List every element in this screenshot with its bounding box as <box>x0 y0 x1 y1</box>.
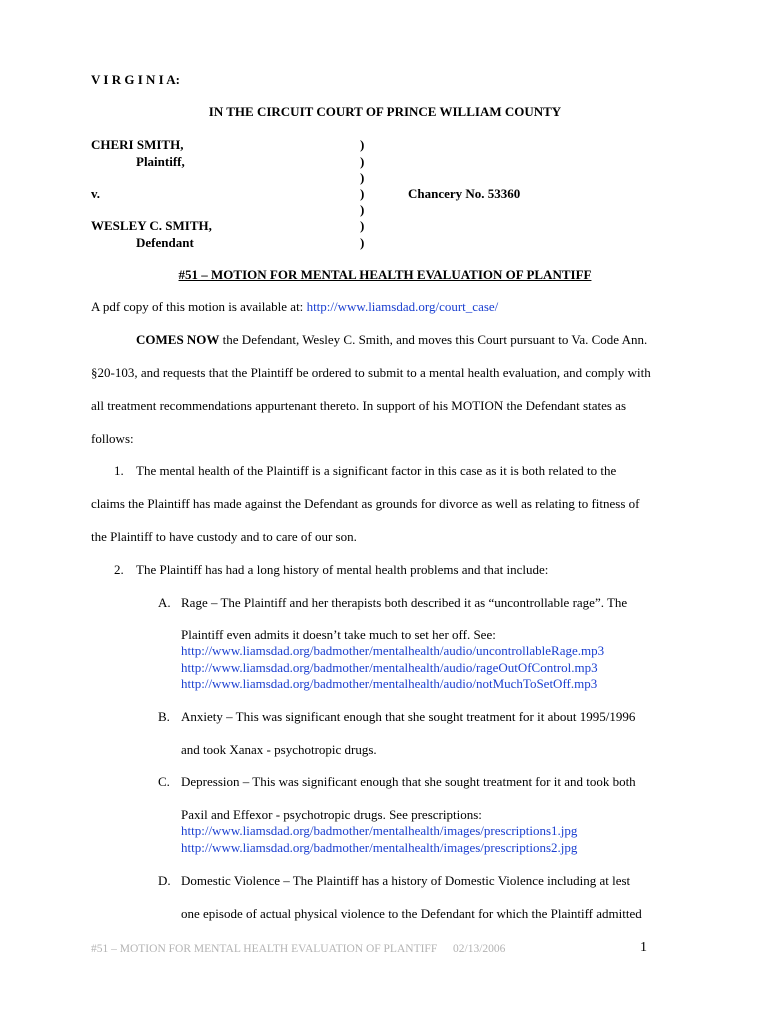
intro-line: all treatment recommendations appurtenant thereto. In support of his MOTION the Defendant states as <box>91 398 627 413</box>
caption-paren: ) <box>360 235 365 250</box>
prescription-link[interactable]: http://www.liamsdad.org/badmother/mentalhealth/images/prescriptions2.jpg <box>181 840 578 855</box>
item-line: The Plaintiff has had a long history of mental health problems and that include: <box>136 562 549 577</box>
subitem-letter: D. <box>158 873 171 888</box>
intro-line: §20-103, and requests that the Plaintiff be ordered to submit to a mental health evaluation, and comply with <box>91 365 651 380</box>
intro-line <box>136 332 647 348</box>
caption-paren: ) <box>360 137 365 152</box>
motion-title: #51 – MOTION FOR MENTAL HEALTH EVALUATION OF PLANTIFF <box>178 267 592 282</box>
intro-line: follows: <box>91 431 134 446</box>
subitem-letter: C. <box>158 774 170 789</box>
item-line: the Plaintiff to have custody and to care of our son. <box>91 529 357 544</box>
subitem-line: one episode of actual physical violence to the Defendant for which the Plaintiff admitted <box>181 906 642 921</box>
subitem-line: Rage – The Plaintiff and her therapists both described it as “uncontrollable rage”. The <box>181 595 628 610</box>
footer-date: 02/13/2006 <box>453 943 506 955</box>
subitem-letter: A. <box>158 595 171 610</box>
item-number: 2. <box>114 562 124 577</box>
subitem-line: Plaintiff even admits it doesn’t take much to set her off. See: <box>181 627 496 642</box>
plaintiff-name: CHERI SMITH, <box>91 137 184 152</box>
item-number: 1. <box>114 463 124 478</box>
defendant-name: WESLEY C. SMITH, <box>91 218 212 233</box>
footer-title: #51 – MOTION FOR MENTAL HEALTH EVALUATION OF PLANTIFF <box>91 943 438 955</box>
caption-paren: ) <box>360 154 365 169</box>
caption-paren: ) <box>360 218 365 233</box>
defendant-role: Defendant <box>136 235 194 250</box>
subitem-line: Paxil and Effexor - psychotropic drugs. See prescriptions: <box>181 807 482 822</box>
caption-paren: ) <box>360 186 365 201</box>
state-heading: V I R G I N I A: <box>91 72 180 87</box>
pdf-note <box>91 299 498 315</box>
intro-text: the Defendant, Wesley C. Smith, and moves this Court pursuant to Va. Code Ann. <box>219 332 648 347</box>
audio-link[interactable]: http://www.liamsdad.org/badmother/mentalhealth/audio/uncontrollableRage.mp3 <box>181 643 605 658</box>
audio-link[interactable]: http://www.liamsdad.org/badmother/mentalhealth/audio/rageOutOfControl.mp3 <box>181 660 598 675</box>
court-heading: IN THE CIRCUIT COURT OF PRINCE WILLIAM COUNTY <box>208 104 562 119</box>
plaintiff-role: Plaintiff, <box>136 154 185 169</box>
audio-link[interactable]: http://www.liamsdad.org/badmother/mentalhealth/audio/notMuchToSetOff.mp3 <box>181 676 598 691</box>
comes-now-lead: COMES NOW <box>136 332 220 347</box>
subitem-line: Anxiety – This was significant enough that she sought treatment for it about 1995/1996 <box>181 709 636 724</box>
versus-label: v. <box>91 186 101 201</box>
subitem-line: Depression – This was significant enough that she sought treatment for it and took both <box>181 774 636 789</box>
chancery-number: Chancery No. 53360 <box>408 186 521 201</box>
subitem-line: Domestic Violence – The Plaintiff has a history of Domestic Violence including at lest <box>181 873 631 888</box>
pdf-note-text: A pdf copy of this motion is available at: <box>91 299 307 314</box>
item-line: claims the Plaintiff has made against the Defendant as grounds for divorce as well as relating to fitness of <box>91 496 640 511</box>
subitem-letter: B. <box>158 709 170 724</box>
prescription-link[interactable]: http://www.liamsdad.org/badmother/mentalhealth/images/prescriptions1.jpg <box>181 823 578 838</box>
page-number: 1 <box>640 940 647 955</box>
item-line: The mental health of the Plaintiff is a significant factor in this case as it is both related to the <box>136 463 617 478</box>
caption-paren: ) <box>360 170 365 185</box>
caption-paren: ) <box>360 202 365 217</box>
subitem-line: and took Xanax - psychotropic drugs. <box>181 742 377 757</box>
pdf-link[interactable]: http://www.liamsdad.org/court_case/ <box>306 299 499 314</box>
